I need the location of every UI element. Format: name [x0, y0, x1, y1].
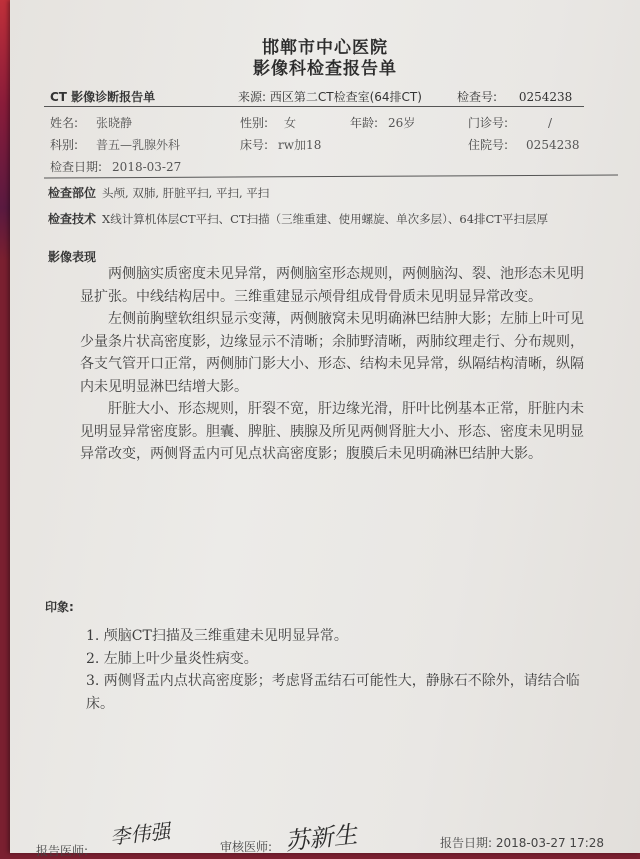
- age-label: 年龄:: [350, 116, 379, 130]
- exam-technique-label: 检查技术: [48, 212, 97, 226]
- sex-label: 性别:: [240, 116, 269, 130]
- age-value: 26岁: [388, 116, 416, 130]
- exam-technique: [48, 210, 548, 227]
- impression-item-1: 1. 颅脑CT扫描及三维重建未见明显异常。: [86, 628, 348, 644]
- exam-date: [50, 158, 181, 175]
- patient-department: [50, 136, 180, 153]
- exam-site-label: 检查部位: [48, 186, 97, 200]
- exam-number-value: 0254238: [518, 90, 573, 104]
- patient-bed: [240, 136, 321, 153]
- report-paper: [10, 0, 640, 858]
- bed-value: rw加18: [278, 138, 322, 152]
- source-value: 西区第二CT检查室(64排CT): [269, 90, 422, 104]
- outpatient-value: /: [548, 116, 553, 130]
- name-value: 张晓静: [96, 116, 133, 130]
- exam-number-label: 检查号:: [457, 90, 498, 104]
- reporter-label: 报告医师:: [36, 844, 89, 858]
- info-divider: [44, 174, 618, 178]
- inpatient-number: [468, 136, 580, 153]
- impression-list: [86, 625, 596, 715]
- findings-paragraph-abdomen: 肝脏大小、形态规则，肝裂不宽，肝边缘光滑，肝叶比例基本正常，肝脏内未见明显异常密度影。胆囊、脾脏、胰腺及所见两侧肾脏大小、形态、密度未见明显异常改变，两侧肾盂内可见点状高密度影；腹膜后未见明确淋巴结肿大影。: [80, 401, 584, 462]
- exam-technique-value: X线计算机体层CT平扫、CT扫描（三维重建、使用螺旋、单次多层）、64排CT平扫层厚: [102, 212, 548, 226]
- header-divider: [44, 106, 584, 107]
- inpatient-value: 0254238: [526, 138, 580, 152]
- report-date-value: 2018-03-27 17:28: [495, 836, 605, 850]
- dept-label: 科别:: [50, 138, 79, 152]
- report-date-label: 报告日期:: [440, 836, 493, 850]
- exam-site-value: 头颅, 双肺, 肝脏平扫, 平扫, 平扫: [102, 186, 270, 200]
- exam-site: [48, 184, 269, 201]
- hospital-name: 邯郸市中心医院: [262, 38, 388, 58]
- findings-paragraph-brain: 两侧脑实质密度未见异常，两侧脑室形态规则，两侧脑沟、裂、池形态未见明显扩张。中线结构居中。三维重建显示颅骨组成骨骨质未见明显异常改变。: [80, 266, 584, 305]
- source: [238, 88, 422, 105]
- exam-date-label: 检查日期:: [50, 160, 103, 174]
- report-date: [440, 834, 604, 851]
- exam-date-value: 2018-03-27: [112, 160, 182, 174]
- form-type: CT 影像诊断报告单: [50, 90, 156, 104]
- inpatient-label: 住院号:: [468, 138, 509, 152]
- reporter-signature: 李伟强: [109, 818, 172, 850]
- outpatient-number: [468, 114, 552, 131]
- impression-item-2: 2. 左肺上叶少量炎性病变。: [86, 650, 258, 667]
- findings-paragraph-chest: 左侧前胸壁软组织显示变薄，两侧腋窝未见明确淋巴结肿大影；左肺上叶可见少量条片状高密度影，边缘显示不清晰；余肺野清晰，两肺纹理走行、分布规则，各支气管开口正常，两侧肺门影大小、形态、结构未见异常，纵隔结构清晰，纵隔内未见明显淋巴结增大影。: [80, 311, 584, 395]
- patient-age: [350, 114, 415, 131]
- report-title: 影像科检查报告单: [253, 59, 397, 79]
- findings-label: 影像表现: [48, 250, 97, 264]
- outpatient-label: 门诊号:: [468, 116, 509, 130]
- source-label: 来源:: [238, 90, 267, 104]
- patient-sex: [240, 114, 296, 131]
- exam-number: [457, 88, 572, 105]
- reviewer-label: 审核医师:: [220, 840, 273, 854]
- findings-body: [80, 263, 592, 466]
- name-label: 姓名:: [50, 116, 79, 130]
- impression-item-3: 3. 两侧肾盂内点状高密度影；考虑肾盂结石可能性大，静脉石不除外，请结合临床。: [86, 673, 580, 712]
- patient-name: [50, 114, 132, 131]
- bed-label: 床号:: [240, 138, 269, 152]
- report-header: [10, 38, 640, 80]
- dept-value: 普五—乳腺外科: [96, 138, 181, 152]
- reviewer-signature: 苏新生: [283, 820, 359, 856]
- impression-label: 印象:: [45, 600, 74, 614]
- sex-value: 女: [284, 116, 297, 130]
